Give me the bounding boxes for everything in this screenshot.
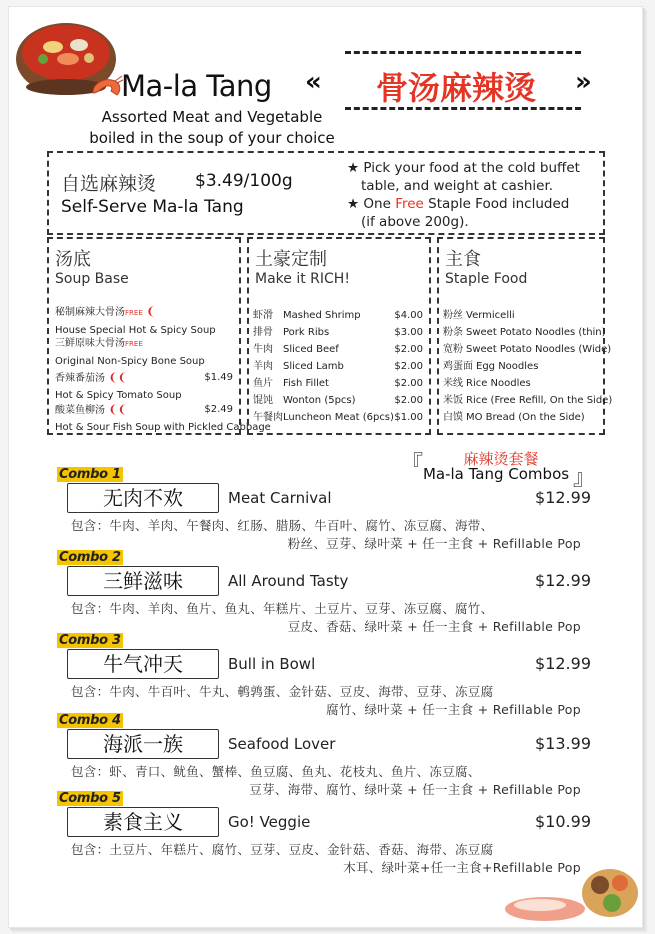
- rich-item: 鱼片 Fish Fillet $2.00: [253, 378, 423, 389]
- star-icon: ★: [347, 160, 364, 176]
- self-serve-name-cn: 自选麻辣烫: [61, 173, 157, 195]
- brand-title-cn: 骨汤麻辣烫: [375, 69, 536, 107]
- combo-includes-line-1: 包含：牛肉、羊肉、鱼片、鱼丸、年糕片、土豆片、豆芽、冻豆腐、腐竹、: [71, 601, 494, 616]
- menu-page: [8, 6, 643, 928]
- combo-name-cn: 三鲜滋味: [103, 569, 183, 593]
- combo-includes-line-2: 豆皮、香菇、绿叶菜 + 任一主食 + Refillable Pop: [287, 619, 581, 634]
- self-serve-name-en: Self-Serve Ma-la Tang: [61, 197, 244, 217]
- note2-free: Free: [395, 196, 424, 212]
- combo-name-box: [67, 807, 219, 837]
- combo-item: [9, 550, 642, 632]
- note1-line2: table, and weight at cashier.: [361, 178, 554, 194]
- combo-price: $12.99: [535, 488, 591, 507]
- combo-includes-line-2: 豆芽、海带、腐竹、绿叶菜 + 任一主食 + Refillable Pop: [249, 782, 581, 797]
- soup-item: 酸菜鱼柳汤 ❨❨ $2.49 Hot & Sour Fish Soup with Pickled Cabbage: [55, 403, 271, 433]
- soup-base-title-en: Soup Base: [55, 271, 129, 287]
- combo-name-cn: 无肉不欢: [103, 486, 183, 510]
- chevron-right-icon: »: [575, 67, 592, 97]
- combo-includes-line-1: 包含：牛肉、羊肉、午餐肉、红肠、腊肠、牛百叶、腐竹、冻豆腐、海带、: [71, 518, 494, 533]
- bracket-open-icon: 『: [401, 452, 424, 477]
- staple-title-cn: 主食: [445, 249, 481, 270]
- note2-post: Staple Food included: [423, 196, 570, 212]
- soup-item: 三鲜原味大骨汤FREE Original Non-Spicy Bone Soup: [55, 338, 205, 367]
- combo-name-box: [67, 729, 219, 759]
- make-rich-title-en: Make it RICH!: [255, 271, 350, 287]
- combo-name-cn: 素食主义: [103, 810, 183, 834]
- combo-name-en: Go! Veggie: [228, 813, 311, 831]
- chili-icon: ❨: [142, 305, 156, 318]
- combo-item: [9, 633, 642, 715]
- combo-name-cn: 海派一族: [103, 732, 183, 756]
- combo-item: [9, 713, 642, 795]
- chili-icon: ❨❨: [105, 403, 127, 416]
- soup-item: 香辣番茄汤 ❨❨ $1.49 Hot & Spicy Tomato Soup: [55, 371, 233, 401]
- combo-includes-line-2: 粉丝、豆芽、绿叶菜 + 任一主食 + Refillable Pop: [287, 536, 581, 551]
- soup-item: 秘制麻辣大骨汤FREE ❨ House Special Hot & Spicy Soup: [55, 305, 216, 336]
- staple-item: 鸡蛋面 Egg Noodles: [443, 361, 539, 372]
- combo-name-box: [67, 483, 219, 513]
- combo-name-box: [67, 649, 219, 679]
- combo-name-en: Meat Carnival: [228, 489, 332, 507]
- combo-includes-line-1: 包含：土豆片、年糕片、腐竹、豆芽、豆皮、金针菇、香菇、海带、冻豆腐: [71, 842, 494, 857]
- staple-item: 米线 Rice Noodles: [443, 378, 531, 389]
- combo-tag: Combo 3: [59, 633, 121, 648]
- staple-item: 粉条 Sweet Potato Noodles (thin): [443, 327, 606, 338]
- combo-tag: Combo 5: [59, 791, 121, 806]
- chili-icon: ❨❨: [105, 371, 127, 384]
- tagline-line-2: boiled in the soup of your choice: [89, 129, 335, 147]
- staple-item: 白馍 MO Bread (On the Side): [443, 412, 585, 423]
- combo-price: $12.99: [535, 654, 591, 673]
- combo-name-cn: 牛气冲天: [103, 652, 183, 676]
- combos-list: [9, 7, 642, 927]
- note2-line2: (if above 200g).: [361, 214, 469, 230]
- combo-price: $13.99: [535, 734, 591, 753]
- rich-item: 虾滑 Mashed Shrimp $4.00: [253, 310, 423, 321]
- combo-includes-line-2: 木耳、绿叶菜+任一主食+Refillable Pop: [343, 860, 581, 875]
- tagline-line-1: Assorted Meat and Vegetable: [101, 108, 323, 126]
- combo-includes-line-1: 包含：虾、青口、鱿鱼、蟹棒、鱼豆腐、鱼丸、花枝丸、鱼片、冻豆腐、: [71, 764, 481, 779]
- staple-item: 米饭 Rice (Free Refill, On the Side): [443, 395, 613, 406]
- combos-title-cn: 麻辣烫套餐: [463, 450, 539, 468]
- star-icon: ★: [347, 196, 364, 212]
- skewer-food-illustration: [500, 853, 640, 923]
- note2-pre: One: [363, 196, 396, 212]
- rich-item: 排骨 Pork Ribs $3.00: [253, 327, 423, 338]
- combo-includes-line-1: 包含：牛肉、牛百叶、牛丸、鹌鹑蛋、金针菇、豆皮、海带、豆芽、冻豆腐: [71, 684, 494, 699]
- self-serve-price: $3.49/100g: [195, 171, 293, 191]
- brand-title-en: Ma-la Tang: [121, 69, 272, 103]
- combo-tag: Combo 2: [59, 550, 121, 565]
- staple-title-en: Staple Food: [445, 271, 528, 287]
- combo-price: $10.99: [535, 812, 591, 831]
- staple-item: 粉丝 Vermicelli: [443, 310, 515, 321]
- combo-name-en: All Around Tasty: [228, 572, 349, 590]
- chevron-left-icon: «: [305, 67, 322, 97]
- combo-includes-line-2: 腐竹、绿叶菜 + 任一主食 + Refillable Pop: [326, 702, 581, 717]
- bracket-close-icon: 』: [573, 466, 596, 491]
- combo-name-en: Bull in Bowl: [228, 655, 316, 673]
- rich-item: 馄饨 Wonton (5pcs) $2.00: [253, 395, 423, 406]
- note1-line1: Pick your food at the cold buffet: [363, 160, 580, 176]
- soup-base-title-cn: 汤底: [55, 249, 91, 270]
- make-rich-title-cn: 土豪定制: [255, 249, 327, 270]
- rich-item: 牛肉 Sliced Beef $2.00: [253, 344, 423, 355]
- staple-item: 宽粉 Sweet Potato Noodles (Wide): [443, 344, 612, 355]
- combo-price: $12.99: [535, 571, 591, 590]
- combo-name-box: [67, 566, 219, 596]
- combo-tag: Combo 1: [59, 467, 121, 482]
- combo-item: [9, 467, 642, 549]
- combo-name-en: Seafood Lover: [228, 735, 336, 753]
- combos-title-en: Ma-la Tang Combos: [422, 465, 570, 483]
- rich-item: 午餐肉Luncheon Meat (6pcs) $1.00: [253, 412, 423, 423]
- rich-item: 羊肉 Sliced Lamb $2.00: [253, 361, 423, 372]
- combo-tag: Combo 4: [59, 713, 121, 728]
